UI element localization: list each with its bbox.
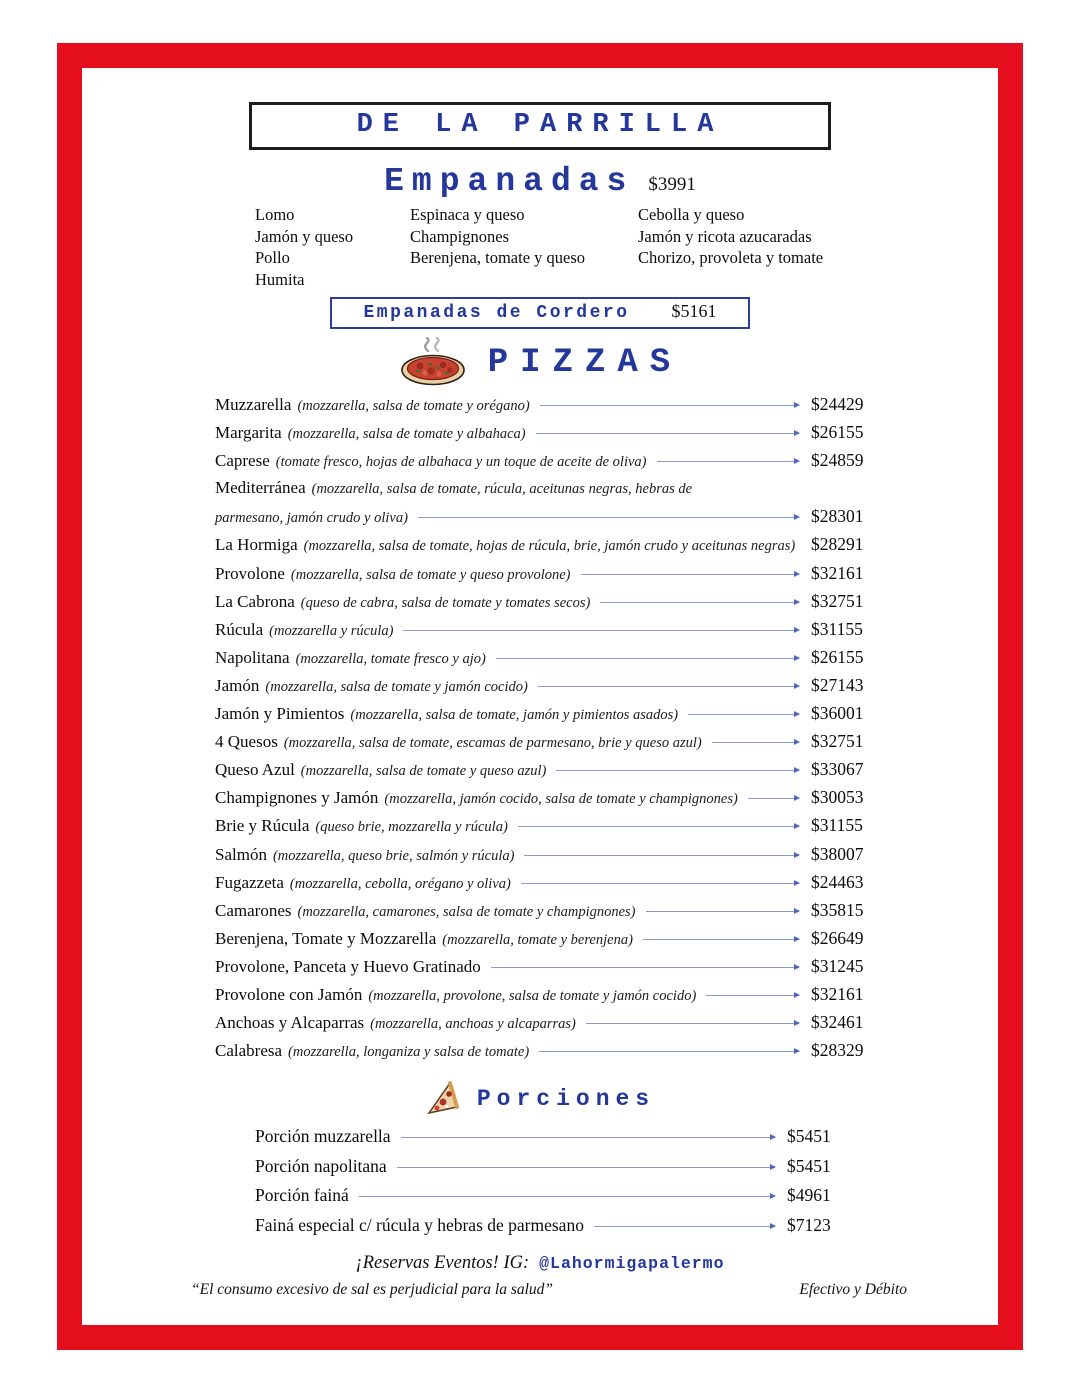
pizza-item-name: Jamón <box>215 675 260 695</box>
leader-line <box>518 826 799 827</box>
pizza-item-row <box>215 534 875 562</box>
empanada-flavor: Chorizo, provoleta y tomate <box>638 248 824 267</box>
empanada-flavor: Jamón y queso <box>255 226 354 246</box>
pizza-item-name: La Cabrona <box>215 591 295 611</box>
porcion-item-name: Porción napolitana <box>255 1155 387 1176</box>
pizza-item-name: La Hormiga <box>215 535 298 555</box>
leader-line <box>586 1023 799 1024</box>
salt-disclaimer: “El consumo excesivo de sal es perjudicial para la salud” <box>191 1280 554 1298</box>
pizza-item-name: 4 Quesos <box>215 732 278 752</box>
pizza-item-price: $32161 <box>811 562 864 583</box>
pizza-item-name: Muzzarella <box>215 395 292 414</box>
pizza-item-description: (mozzarella y rúcula) <box>269 622 394 639</box>
pizza-item-price: $24463 <box>811 871 864 892</box>
pizza-item-name: Margarita <box>215 423 282 443</box>
leader-line <box>401 1137 775 1138</box>
pizza-item-description: (mozzarella, salsa de tomate y jamón cocido) <box>265 678 528 695</box>
pizza-item-description: (mozzarella, salsa de tomate y queso provolone) <box>290 566 571 583</box>
pizza-item-row <box>215 731 875 759</box>
pizza-item-row <box>215 928 875 956</box>
pizza-item-price: $31155 <box>811 815 863 836</box>
leader-line <box>712 742 799 743</box>
pizza-item-description: (mozzarella, salsa de tomate y albahaca) <box>287 426 526 443</box>
pizza-item-description: (mozzarella, salsa de tomate, jamón y pimientos asados) <box>350 707 679 724</box>
pizza-item-price: $31245 <box>811 955 864 976</box>
pizza-item-description: (mozzarella, salsa de tomate y orégano) <box>297 398 530 414</box>
leader-line <box>748 798 799 799</box>
pizza-item-name: Jamón y Pimientos <box>215 704 345 724</box>
pizza-item-name: Anchoas y Alcaparras <box>215 1013 365 1033</box>
pizza-item-row <box>215 478 875 506</box>
leader-line <box>397 1167 775 1168</box>
empanadas-column <box>255 204 410 290</box>
porciones-heading: Porciones <box>476 1086 656 1113</box>
pizzas-heading-row <box>133 337 947 389</box>
pizzas-heading: PIZZAS <box>487 344 683 382</box>
porciones-heading-row <box>133 1080 947 1118</box>
leader-line <box>524 855 799 856</box>
leader-line <box>418 517 799 518</box>
pizza-item-description: (mozzarella, salsa de tomate, escamas de parmesano, brie y queso azul) <box>283 735 702 752</box>
payment-methods: Efectivo y Débito <box>799 1280 907 1298</box>
pizza-item-description: (mozzarella, camarones, salsa de tomate y champignones) <box>297 903 636 920</box>
empanada-flavor: Espinaca y queso <box>410 205 525 224</box>
leader-line <box>359 1196 775 1197</box>
pizza-item-description: (queso de cabra, salsa de tomate y tomates secos) <box>300 594 591 611</box>
pizza-item-description: (mozzarella, salsa de tomate, rúcula, aceitunas negras, hebras de <box>311 481 693 498</box>
pizza-item-price: $24429 <box>811 394 864 414</box>
pizza-item-row <box>215 703 875 731</box>
leader-line <box>594 1226 775 1227</box>
pizza-item-price: $26155 <box>811 646 864 667</box>
leader-line <box>600 602 799 603</box>
porcion-item-row <box>255 1215 845 1245</box>
empanada-flavor: Berenjena, tomate y queso <box>410 248 586 267</box>
empanadas-column <box>410 204 638 290</box>
pizza-item-description: (mozzarella, provolone, salsa de tomate y jamón cocido) <box>368 987 697 1004</box>
pizza-item-description: (mozzarella, queso brie, salmón y rúcula) <box>272 847 515 864</box>
leader-line <box>521 883 799 884</box>
pizza-item-row <box>215 815 875 843</box>
porcion-item-price: $4961 <box>787 1185 831 1206</box>
pizza-item-description: (mozzarella, salsa de tomate, hojas de rúcula, brie, jamón crudo y aceitunas negras) <box>303 538 796 555</box>
pizza-item-price: $27143 <box>811 674 864 695</box>
pizza-item-price: $32751 <box>811 590 864 611</box>
pizza-item-price: $35815 <box>811 899 864 920</box>
leader-line <box>491 967 799 968</box>
title-box <box>249 102 831 150</box>
empanada-flavor: Cebolla y queso <box>638 205 745 224</box>
leader-line <box>538 686 799 687</box>
pizza-item-price: $32161 <box>811 983 864 1004</box>
empanada-flavor: Pollo <box>255 248 290 267</box>
pizza-item-name: Fugazzeta <box>215 872 284 892</box>
pizza-item-row <box>215 900 875 928</box>
pizza-item-row <box>215 563 875 591</box>
reservas-text: ¡Reservas Eventos! IG: <box>355 1252 530 1273</box>
leader-line <box>540 405 799 406</box>
pizza-item-price: $28329 <box>811 1040 864 1061</box>
pizza-item-price: $28291 <box>811 534 864 555</box>
pizza-item-description: (queso brie, mozzarella y rúcula) <box>315 819 508 836</box>
leader-line <box>706 995 799 996</box>
pizza-item-description: (mozzarella, anchoas y alcaparras) <box>370 1016 576 1033</box>
empanada-flavor: Champignones <box>410 226 509 246</box>
pizza-item-row <box>215 1012 875 1040</box>
empanada-flavor: Jamón y ricota azucaradas <box>638 226 812 246</box>
pizza-item-row <box>215 872 875 900</box>
pizza-item-description: (mozzarella, longaniza y salsa de tomate) <box>288 1044 530 1061</box>
pizza-item-name: Brie y Rúcula <box>215 816 310 836</box>
porcion-item-row <box>255 1156 845 1186</box>
menu-red-frame <box>57 43 1023 1350</box>
pizza-item-description: parmesano, jamón crudo y oliva) <box>215 510 408 527</box>
porcion-item-price: $7123 <box>787 1215 831 1236</box>
pizza-list <box>215 394 875 1068</box>
pizza-item-row <box>215 787 875 815</box>
pizza-item-price: $24859 <box>811 450 864 471</box>
porcion-item-name: Porción muzzarella <box>255 1126 391 1147</box>
leader-line <box>403 630 799 631</box>
leader-line <box>657 461 800 462</box>
pizza-item-name: Napolitana <box>215 647 290 667</box>
empanadas-cordero-box <box>330 297 750 329</box>
pizza-item-name: Camarones <box>215 900 292 920</box>
pizza-item-row <box>215 956 875 984</box>
pizza-item-name: Provolone <box>215 563 285 583</box>
pizza-item-price: $38007 <box>811 843 864 864</box>
pizza-slice-icon <box>425 1080 461 1118</box>
pizza-item-name: Calabresa <box>215 1041 283 1061</box>
instagram-handle: @Lahormigapalermo <box>539 1253 725 1273</box>
pizza-item-name: Provolone con Jamón <box>215 984 363 1004</box>
empanada-flavor: Lomo <box>255 205 295 224</box>
pizza-item-name: Champignones y Jamón <box>215 788 379 808</box>
pizza-item-row <box>215 647 875 675</box>
empanadas-column <box>638 204 878 290</box>
pizza-item-row <box>215 591 875 619</box>
cordero-label: Empanadas de Cordero <box>363 303 630 323</box>
porciones-list <box>255 1126 845 1244</box>
pizza-item-row <box>215 675 875 703</box>
pizza-icon <box>398 337 470 389</box>
pizza-item-name: Salmón <box>215 844 267 864</box>
leader-line <box>539 1051 799 1052</box>
pizza-item-description: (mozzarella, cebolla, orégano y oliva) <box>289 875 511 892</box>
leader-line <box>643 939 799 940</box>
pizza-item-description: (mozzarella, tomate y berenjena) <box>442 931 633 948</box>
pizza-item-price: $26155 <box>811 422 864 443</box>
pizza-item-price: $36001 <box>811 703 864 724</box>
pizza-item-name: Mediterránea <box>215 478 306 498</box>
pizza-item-description: (mozzarella, tomate fresco y ajo) <box>295 650 486 667</box>
empanadas-heading: Empanadas <box>384 163 635 200</box>
porcion-item-price: $5451 <box>787 1126 831 1147</box>
leader-line <box>496 658 799 659</box>
leader-line <box>581 574 799 575</box>
pizza-item-row-continued <box>215 506 875 534</box>
page-title: DE LA PARRILLA <box>356 110 724 140</box>
pizza-item-row <box>215 844 875 872</box>
pizza-item-row <box>215 450 875 478</box>
porcion-item-row <box>255 1185 845 1215</box>
pizza-item-name: Rúcula <box>215 619 264 639</box>
leader-line <box>646 911 799 912</box>
porcion-item-name: Fainá especial c/ rúcula y hebras de parmesano <box>255 1215 584 1236</box>
porcion-item-price: $5451 <box>787 1155 831 1176</box>
pizza-item-price: $33067 <box>811 759 864 780</box>
pizza-item-row <box>215 394 875 422</box>
empanadas-flavor-columns <box>255 204 947 290</box>
empanada-flavor: Humita <box>255 269 305 289</box>
pizza-item-price: $28301 <box>811 506 864 527</box>
pizza-item-price: $32751 <box>811 731 864 752</box>
pizza-item-row <box>215 1040 875 1068</box>
pizza-item-row <box>215 759 875 787</box>
pizza-item-name: Queso Azul <box>215 760 295 780</box>
empanadas-price: $3991 <box>648 174 696 195</box>
leader-line <box>688 714 799 715</box>
pizza-item-name: Berenjena, Tomate y Mozzarella <box>215 928 437 948</box>
leader-line <box>536 433 799 434</box>
pizza-item-row <box>215 619 875 647</box>
footer-bottom-row <box>191 1281 907 1299</box>
pizza-item-description: (tomate fresco, hojas de albahaca y un toque de aceite de oliva) <box>275 454 647 471</box>
pizza-item-description: (mozzarella, salsa de tomate y queso azul) <box>300 763 547 780</box>
pizza-item-price: $32461 <box>811 1012 864 1033</box>
pizza-item-description: (mozzarella, jamón cocido, salsa de tomate y champignones) <box>384 791 738 808</box>
pizza-item-row <box>215 422 875 450</box>
menu-content <box>82 102 998 1299</box>
cordero-price: $5161 <box>671 301 717 321</box>
pizza-item-name: Caprese <box>215 451 270 471</box>
pizza-item-price: $26649 <box>811 927 864 948</box>
leader-line <box>556 770 799 771</box>
pizza-item-name: Provolone, Panceta y Huevo Gratinado <box>215 956 481 976</box>
empanadas-heading-row <box>133 163 947 200</box>
porcion-item-row <box>255 1126 845 1156</box>
porcion-item-name: Porción fainá <box>255 1185 349 1206</box>
pizza-item-price: $30053 <box>811 787 864 808</box>
footer-reservas-row <box>133 1253 947 1274</box>
pizza-item-price: $31155 <box>811 618 863 639</box>
pizza-item-row <box>215 984 875 1012</box>
